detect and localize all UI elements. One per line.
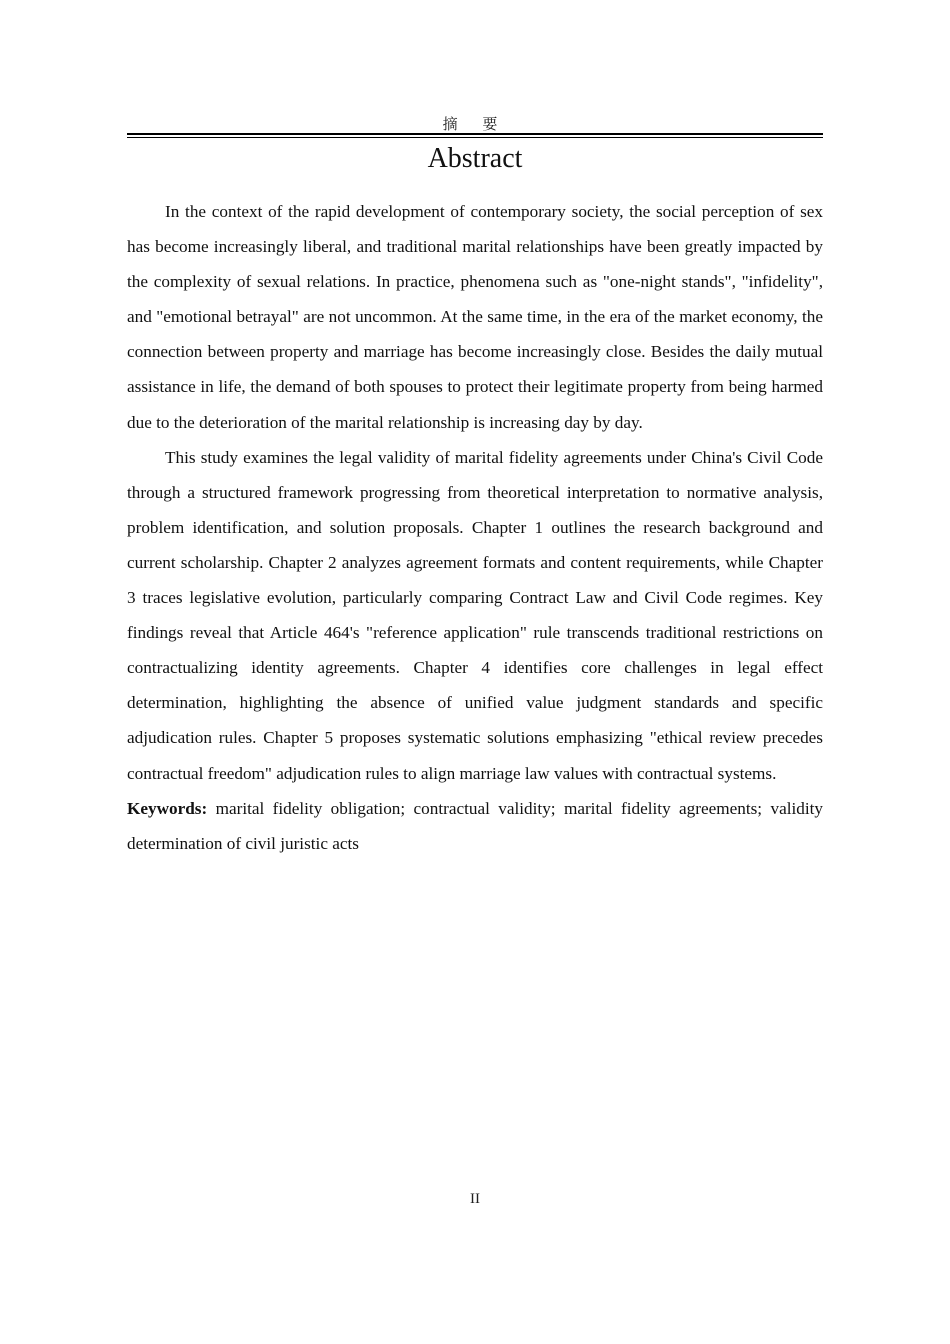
abstract-paragraph-2: This study examines the legal validity of marital fidelity agreements under China's Civil Code through a structured framework progressing from theoretical interpretation to normative analysis, problem identification, and solution proposals. Chapter 1 outlines the research background and current scholarship. Chapter 2 analyzes agreement formats and content requirements, while Chapter 3 traces legislative evolution, particularly comparing Contract Law and Civil Code regimes. Key findings reveal that Article 464's "reference application" rule transcends traditional restrictions on contractualizing identity agreements. Chapter 4 identifies core challenges in legal effect determination, highlighting the absence of unified value judgment standards and specific adjudication rules. Chapter 5 proposes systematic solutions emphasizing "ethical review precedes contractual freedom" adjudication rules to align marriage law values with contractual systems. — [127, 447, 823, 783]
running-header: 摘 要 — [442, 115, 508, 133]
keywords-label: Keywords: — [127, 798, 208, 818]
abstract-body — [127, 194, 823, 861]
abstract-paragraph-1: In the context of the rapid development of contemporary society, the social perception of sex has become increasingly liberal, and traditional marital relationships have been greatly impacted by the complexity of sexual relations. In practice, phenomena such as "one-night stands", "infidelity", and "emotional betrayal" are not uncommon. At the same time, in the era of the market economy, the connection between property and marriage has become increasingly close. Besides the daily mutual assistance in life, the demand of both spouses to protect their legitimate property from being harmed due to the deterioration of the marital relationship is increasing day by day. — [127, 202, 823, 432]
page-title: Abstract — [427, 143, 523, 174]
header-rule-thin — [127, 137, 823, 138]
header-rule-thick — [127, 133, 823, 135]
keywords-paragraph — [127, 791, 823, 861]
keywords-text: marital fidelity obligation; contractual validity; marital fidelity agreements; validity determination of civil juristic acts — [127, 798, 823, 853]
page-number: II — [470, 1191, 480, 1207]
